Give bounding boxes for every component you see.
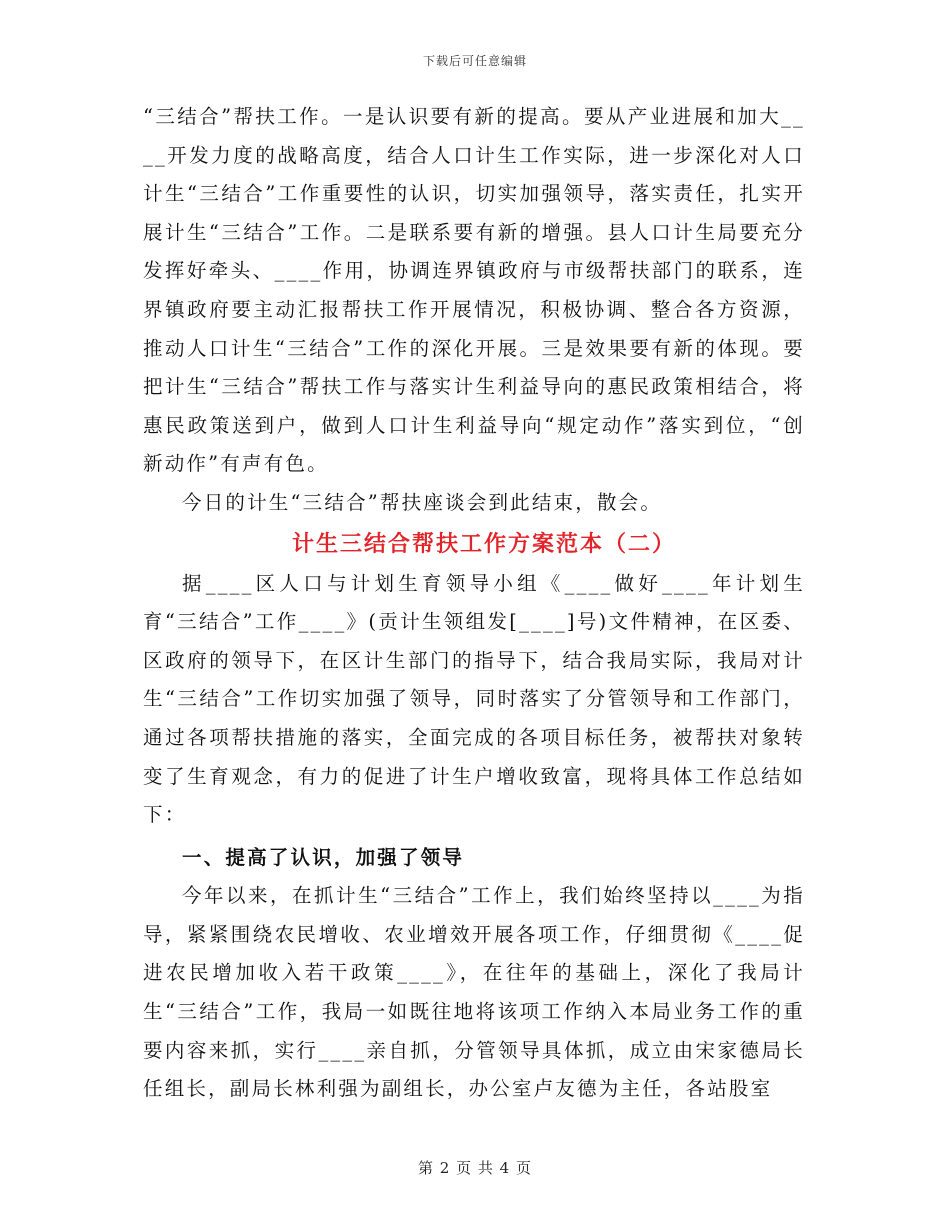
paragraph-4: 今年以来，在抓计生“三结合”工作上，我们始终坚持以____为指导，紧紧围绕农民增收、农业增效开展各项工作，仔细贯彻《____促进农民增加收入若干政策____》，在往年的基础上，深化了我局计生“三结合”工作，我局一如既往地将该项工作纳入本局业务工作的重要内容来抓，实行____亲自抓，分管领导具体抓，成立由宋家德局长任组长，副局长林利强为副组长，办公室卢友德为主任，各站股室 — [143, 884, 805, 1101]
paragraph-3: 据____区人口与计划生育领导小组《____做好____年计划生育“三结合”工作____》(贡计生领组发[____]号)文件精神，在区委、区政府的领导下，在区计生部门的指导下，结合我局实际，我局对计生“三结合”工作切实加强了领导，同时落实了分管领导和工作部门，通过各项帮扶措施的落实，全面完成的各项目标任务，被帮扶对象转变了生育观念，有力的促进了计生户增收致富，现将具体工作总结如下： — [143, 571, 805, 827]
document-body — [143, 98, 805, 1109]
page-number: 第 2 页 共 4 页 — [418, 1159, 532, 1177]
subheading-1: 一、提高了认识，加强了领导 — [182, 845, 465, 869]
header-note: 下载后可任意编辑 — [422, 54, 527, 68]
section-title: 计生三结合帮扶工作方案范本（二） — [291, 530, 676, 557]
paragraph-1: “三结合”帮扶工作。一是认识要有新的提高。要从产业进展和加大____开发力度的战略高度，结合人口计生工作实际，进一步深化对人口计生“三结合”工作重要性的认识，切实加强领导，落实责任，扎实开展计生“三结合”工作。二是联系要有新的增强。县人口计生局要充分发挥好牵头、____作用，协调连界镇政府与市级帮扶部门的联系，连界镇政府要主动汇报帮扶工作开展情况，积极协调、整合各方资源，推动人口计生“三结合”工作的深化开展。三是效果要有新的体现。要把计生“三结合”帮扶工作与落实计生利益导向的惠民政策相结合，将惠民政策送到户，做到人口计生利益导向“规定动作”落实到位，“创新动作”有声有色。 — [143, 105, 805, 476]
paragraph-2: 今日的计生“三结合”帮扶座谈会到此结束，散会。 — [182, 490, 663, 514]
